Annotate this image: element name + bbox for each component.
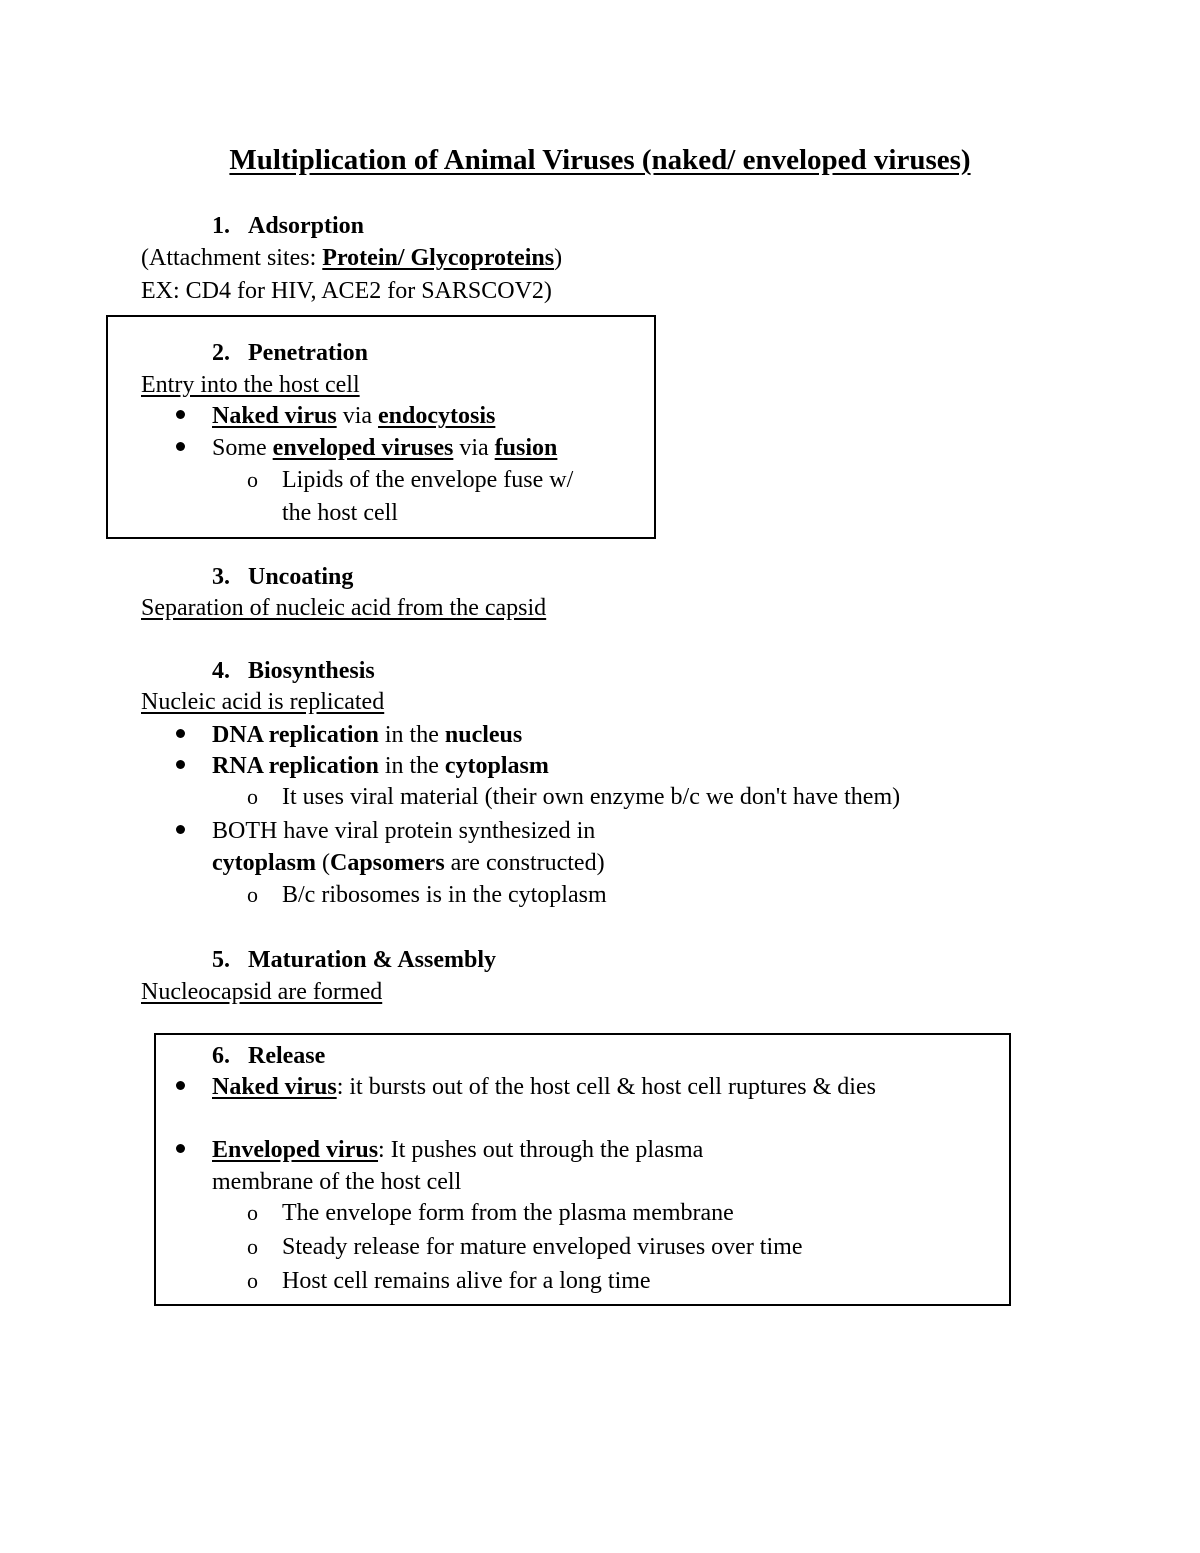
section-heading-uncoating [212,565,353,589]
release-bullet-naked [212,1075,876,1099]
section-title: Biosynthesis [248,658,375,684]
attachment-close: ) [554,245,563,271]
section-title: Release [248,1043,326,1069]
section-number: 3. [212,564,230,590]
section-title: Penetration [248,340,368,366]
connector-text: via [453,435,495,461]
capsomers-term: Capsomers [330,850,445,876]
section-number: 4. [212,658,230,684]
release-sub-bullet-steady: Steady release for mature enveloped viruses over time [282,1234,803,1260]
dna-replication-term: DNA replication [212,722,379,748]
section-number: 2. [212,340,230,366]
section-number: 5. [212,947,230,973]
sub-bullet-icon: o [247,467,258,492]
fusion-term: fusion [494,435,558,461]
sub-bullet-icon: o [247,1234,258,1259]
bullet-icon [176,760,185,769]
rna-replication-term: RNA replication [212,753,379,779]
bullet-icon [176,1081,185,1090]
biosynthesis-sub-bullet-ribosomes: B/c ribosomes is in the cytoplasm [282,882,607,908]
release-bullet-enveloped-line1 [212,1138,703,1162]
release-naked-text: : it bursts out of the host cell & host cell ruptures & dies [336,1074,876,1100]
bullet-icon [176,1144,185,1153]
connector-text: Some [212,435,273,461]
bullet-icon [176,410,185,419]
uncoating-description: Separation of nucleic acid from the capsid [141,595,547,621]
biosynthesis-bullet-rna [212,754,549,778]
biosynthesis-bullet-both-line1: BOTH have viral protein synthesized in [212,818,596,844]
enveloped-virus-term: Enveloped virus [212,1137,379,1163]
section-title: Maturation & Assembly [248,947,496,973]
maturation-description: Nucleocapsid are formed [141,979,383,1005]
connector-text: ( [316,850,330,876]
release-sub-bullet-envelope: The envelope form from the plasma membrane [282,1200,734,1226]
section-heading-penetration [212,341,368,365]
attachment-sites-term: Protein/ Glycoproteins [322,245,555,271]
section-title: Uncoating [248,564,354,590]
section-heading-adsorption [212,214,364,238]
bullet-icon [176,825,185,834]
biosynthesis-description: Nucleic acid is replicated [141,689,385,715]
attachment-label: (Attachment sites: [141,245,323,271]
connector-text: are constructed) [444,850,605,876]
adsorption-example-line: EX: CD4 for HIV, ACE2 for SARSCOV2) [141,278,552,304]
adsorption-attachment-line [141,246,562,270]
sub-bullet-icon: o [247,784,258,809]
release-bullet-enveloped-line2: membrane of the host cell [212,1169,462,1195]
section-title: Adsorption [248,213,365,239]
connector-text: via [336,403,379,429]
penetration-bullet-naked [212,404,495,428]
sub-bullet-icon: o [247,1200,258,1225]
endocytosis-term: endocytosis [378,403,496,429]
page-title: Multiplication of Animal Viruses (naked/ enveloped viruses) [229,144,971,176]
biosynthesis-sub-bullet-enzyme: It uses viral material (their own enzyme b/c we don't have them) [282,784,901,810]
bullet-icon [176,729,185,738]
section-heading-release [212,1044,325,1068]
section-heading-biosynthesis [212,659,375,683]
nucleus-term: nucleus [444,722,523,748]
biosynthesis-bullet-dna [212,723,522,747]
connector-text: in the [378,722,445,748]
connector-text: in the [378,753,445,779]
penetration-sub-bullet-line2: the host cell [282,500,398,526]
naked-virus-term: Naked virus [212,1074,337,1100]
enveloped-viruses-term: enveloped viruses [272,435,454,461]
penetration-sub-bullet-line1: Lipids of the envelope fuse w/ [282,467,574,493]
sub-bullet-icon: o [247,882,258,907]
section-heading-maturation [212,948,496,972]
sub-bullet-icon: o [247,1268,258,1293]
penetration-bullet-enveloped [212,436,557,460]
section-number: 1. [212,213,230,239]
release-sub-bullet-alive: Host cell remains alive for a long time [282,1268,651,1294]
penetration-description: Entry into the host cell [141,372,360,398]
naked-virus-term: Naked virus [212,403,337,429]
section-number: 6. [212,1043,230,1069]
release-enveloped-text: : It pushes out through the plasma [378,1137,704,1163]
biosynthesis-bullet-both-line2 [212,851,605,875]
cytoplasm-term: cytoplasm [212,850,316,876]
cytoplasm-term: cytoplasm [444,753,549,779]
bullet-icon [176,442,185,451]
